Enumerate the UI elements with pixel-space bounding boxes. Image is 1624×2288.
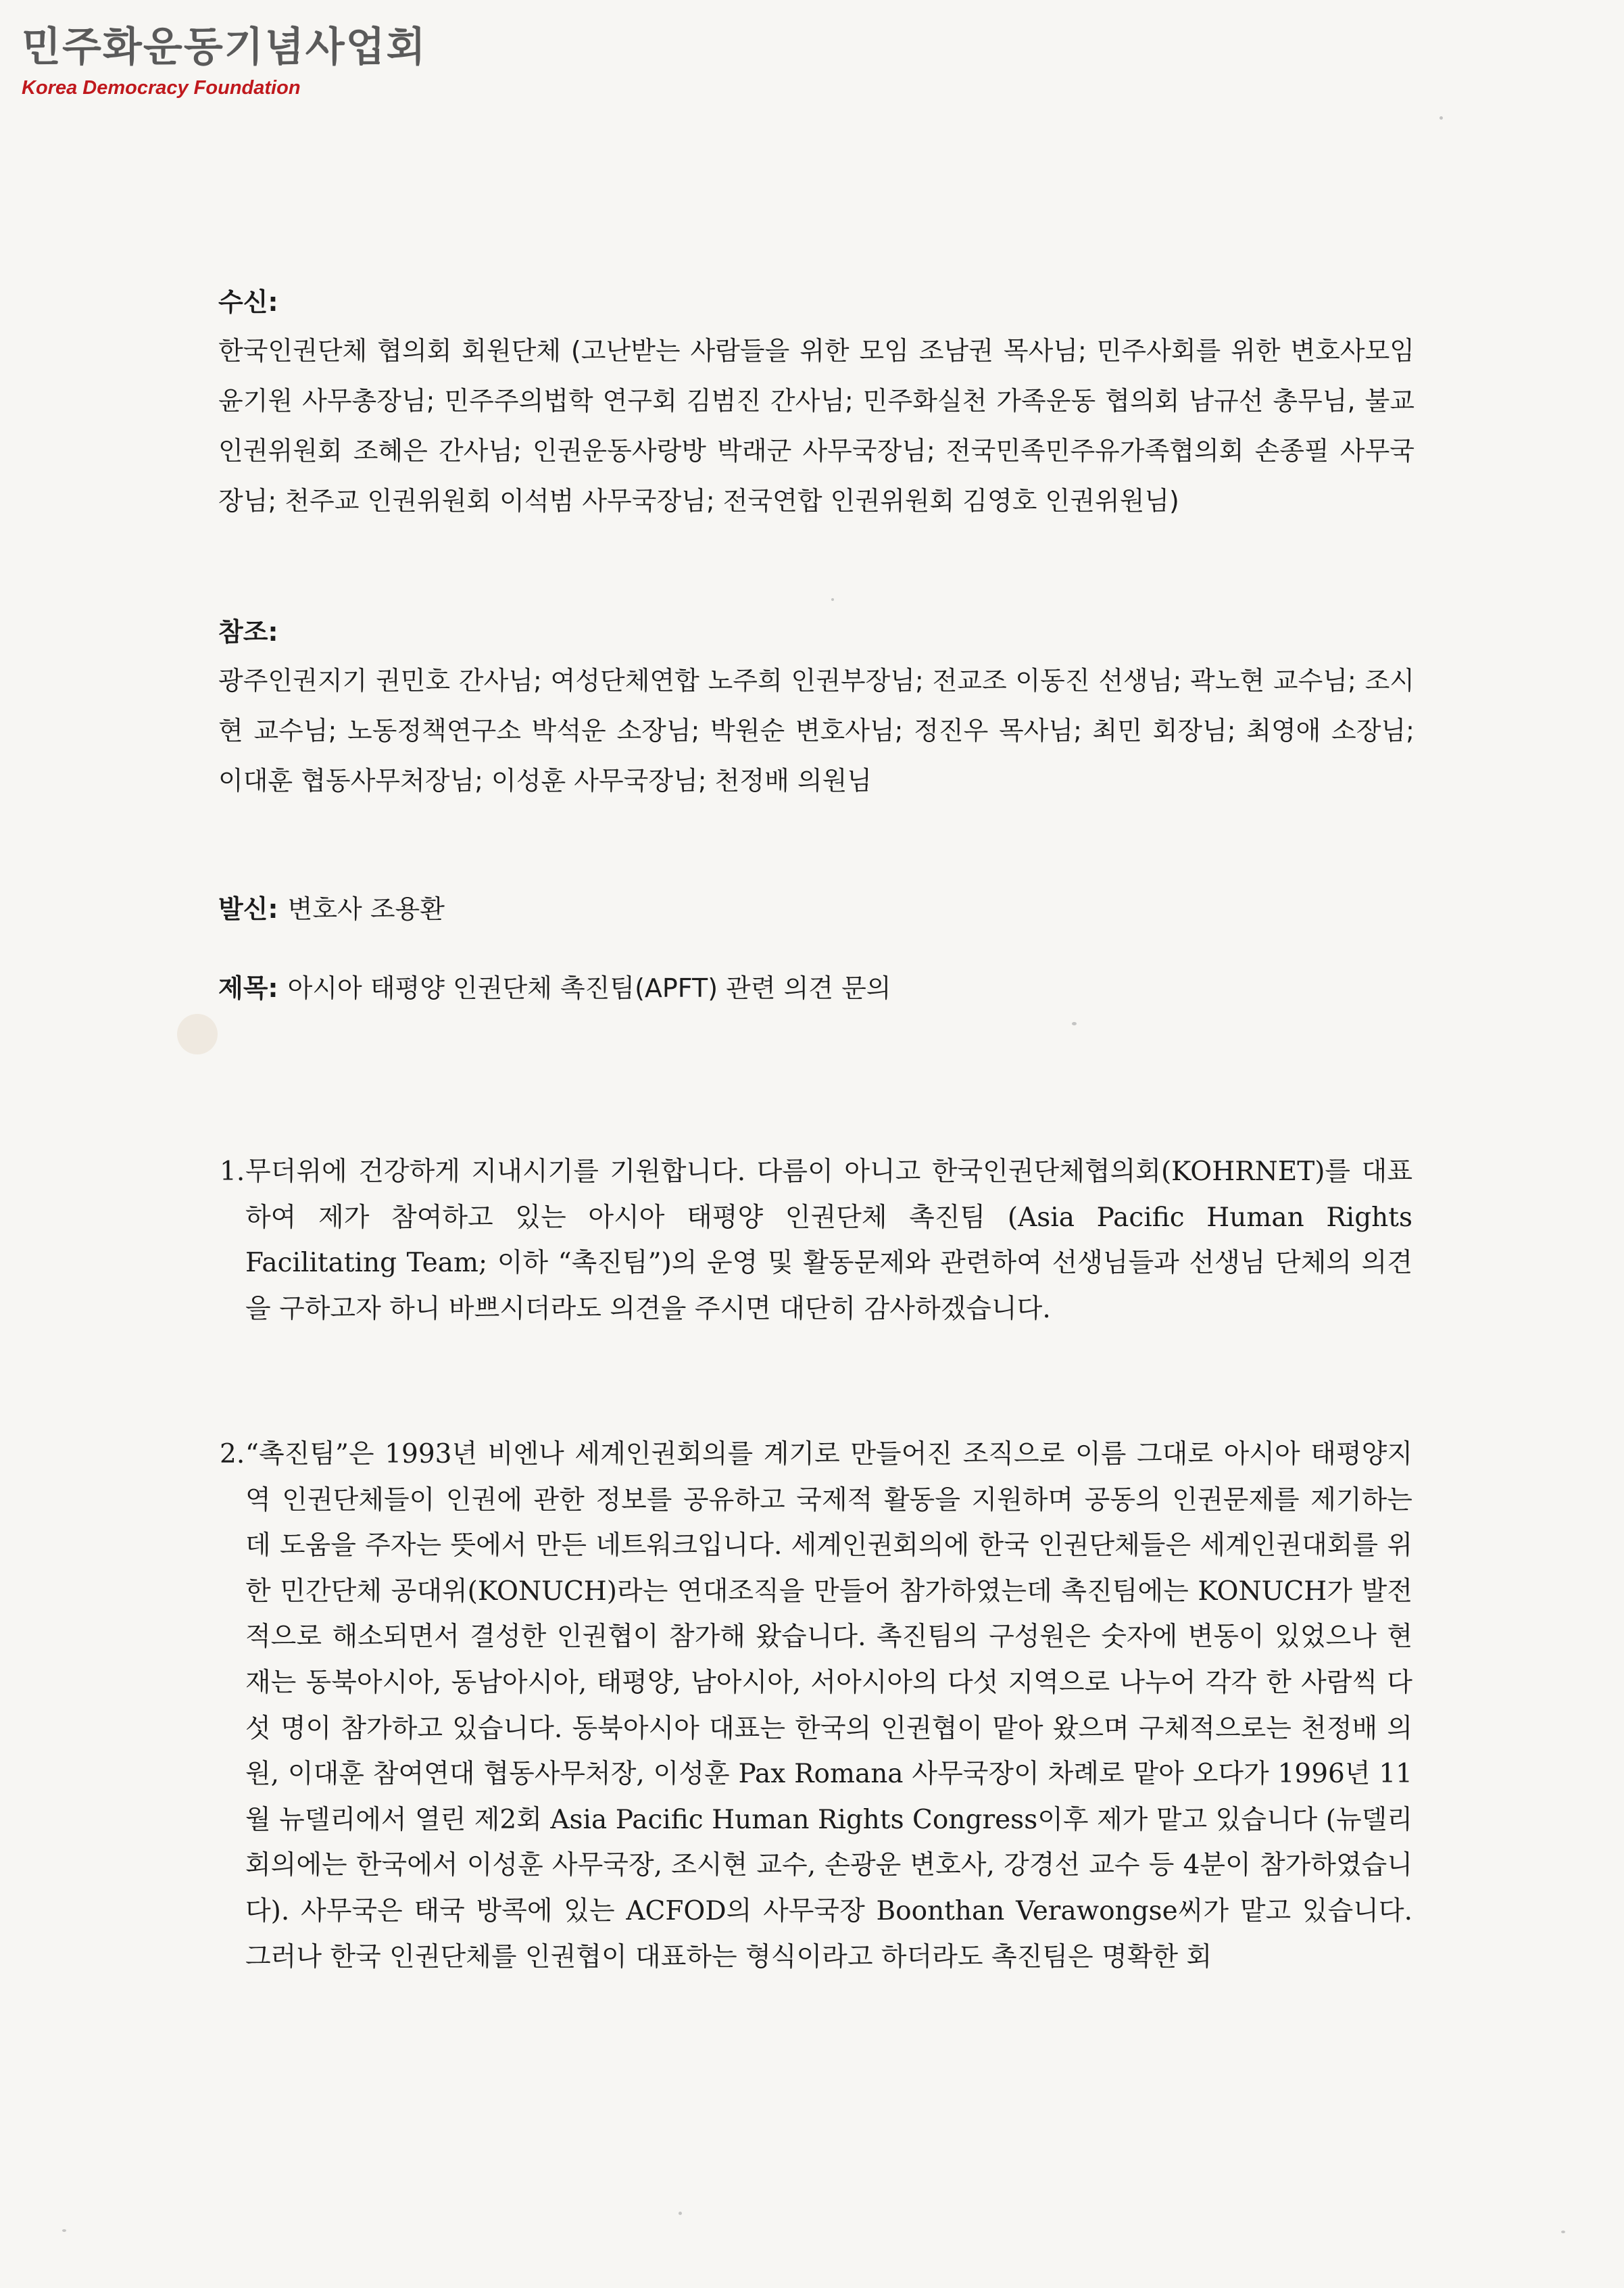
cc-section xyxy=(218,615,1414,806)
subject-value: 아시아 태평양 인권단체 촉진팀(APFT) 관련 의견 문의 xyxy=(287,973,891,1003)
paper-speck xyxy=(831,598,834,601)
sender-value: 변호사 조용환 xyxy=(287,894,445,924)
cc-text: 광주인권지기 권민호 간사님; 여성단체연합 노주희 인권부장님; 전교조 이동진 선생님; 곽노현 교수님; 조시현 교수님; 노동정책연구소 박석운 소장님; 박원순 변호사님; 정진우 목사님; 최민 회장님; 최영애 소장님; 이대훈 협동사무처장님; 이성훈 사무국장님; 천정배 의원님 xyxy=(218,666,1414,796)
paragraph-2-number: 2. xyxy=(220,1439,245,1469)
recipients-text: 한국인권단체 협의회 회원단체 (고난받는 사람들을 위한 모임 조남권 목사님; 민주사회를 위한 변호사모임 윤기원 사무총장님; 민주주의법학 연구회 김범진 간사님; 민주화실천 가족운동 협의회 남규선 총무님, 불교인권위원회 조혜은 간사님; 인권운동사랑방 박래군 사무국장님; 전국민족민주유가족협의회 손종필 사무국장님; 천주교 인권위원회 이석범 사무국장님; 전국연합 인권위원회 김영호 인권위원님) xyxy=(218,336,1414,516)
paper-speck xyxy=(1440,116,1443,120)
paper-speck xyxy=(1072,1022,1077,1025)
paragraph-1 xyxy=(220,1149,1412,1332)
logo-english-text: Korea Democracy Foundation xyxy=(22,77,301,99)
paper-speck xyxy=(1561,2231,1565,2233)
sender-row xyxy=(218,892,1414,926)
logo-korean-text: 민주화운동기념사업회 xyxy=(22,24,427,71)
paragraph-1-number: 1. xyxy=(220,1157,245,1187)
cc-label: 참조: xyxy=(218,617,278,647)
foundation-logo xyxy=(22,22,427,101)
recipients-label: 수신: xyxy=(218,287,278,317)
paper-smudge xyxy=(177,1014,218,1054)
subject-label: 제목: xyxy=(218,973,278,1003)
subject-row xyxy=(218,971,1414,1005)
paragraph-1-text: 무더위에 건강하게 지내시기를 기원합니다. 다름이 아니고 한국인권단체협의회(KOHRNET)를 대표하여 제가 참여하고 있는 아시아 태평양 인권단체 촉진팀 (Asia Pacific Human Rights Facilitating Team; 이하 “촉진팀”)의 운영 및 활동문제와 관련하여 선생님들과 선생님 단체의 의견을 구하고자 하니 바쁘시더라도 의견을 주시면 대단히 감사하겠습니다. xyxy=(245,1157,1412,1324)
paper-speck xyxy=(62,2229,66,2232)
paragraph-2-text: “촉진팀”은 1993년 비엔나 세계인권회의를 계기로 만들어진 조직으로 이름 그대로 아시아 태평양지역 인권단체들이 인권에 관한 정보를 공유하고 국제적 활동을 지원하며 공동의 인권문제를 제기하는 데 도움을 주자는 뜻에서 만든 네트워크입니다. 세계인권회의에 한국 인권단체들은 세계인권대회를 위한 민간단체 공대위(KONUCH)라는 연대조직을 만들어 참가하였는데 촉진팀에는 KONUCH가 발전적으로 해소되면서 결성한 인권협이 참가해 왔습니다. 촉진팀의 구성원은 숫자에 변동이 있었으나 현재는 동북아시아, 동남아시아, 태평양, 남아시아, 서아시아의 다섯 지역으로 나누어 각각 한 사람씩 다섯 명이 참가하고 있습니다. 동북아시아 대표는 한국의 인권협이 맡아 왔으며 구체적으로는 천정배 의원, 이대훈 참여연대 협동사무처장, 이성훈 Pax Romana 사무국장이 차례로 맡아 오다가 1996년 11월 뉴델리에서 열린 제2회 Asia Pacific Human Rights Congress이후 제가 맡고 있습니다 (뉴델리 회의에는 한국에서 이성훈 사무국장, 조시현 교수, 손광운 변호사, 강경선 교수 등 4분이 참가하였습니다). 사무국은 태국 방콕에 있는 ACFOD의 사무국장 Boonthan Verawongse씨가 맡고 있습니다. 그러나 한국 인권단체를 인권협이 대표하는 형식이라고 하더라도 촉진팀은 명확한 회 xyxy=(245,1439,1412,1972)
sender-label: 발신: xyxy=(218,894,278,924)
paragraph-2 xyxy=(220,1432,1412,1980)
recipients-section xyxy=(218,285,1414,526)
paper-speck xyxy=(679,2212,682,2215)
